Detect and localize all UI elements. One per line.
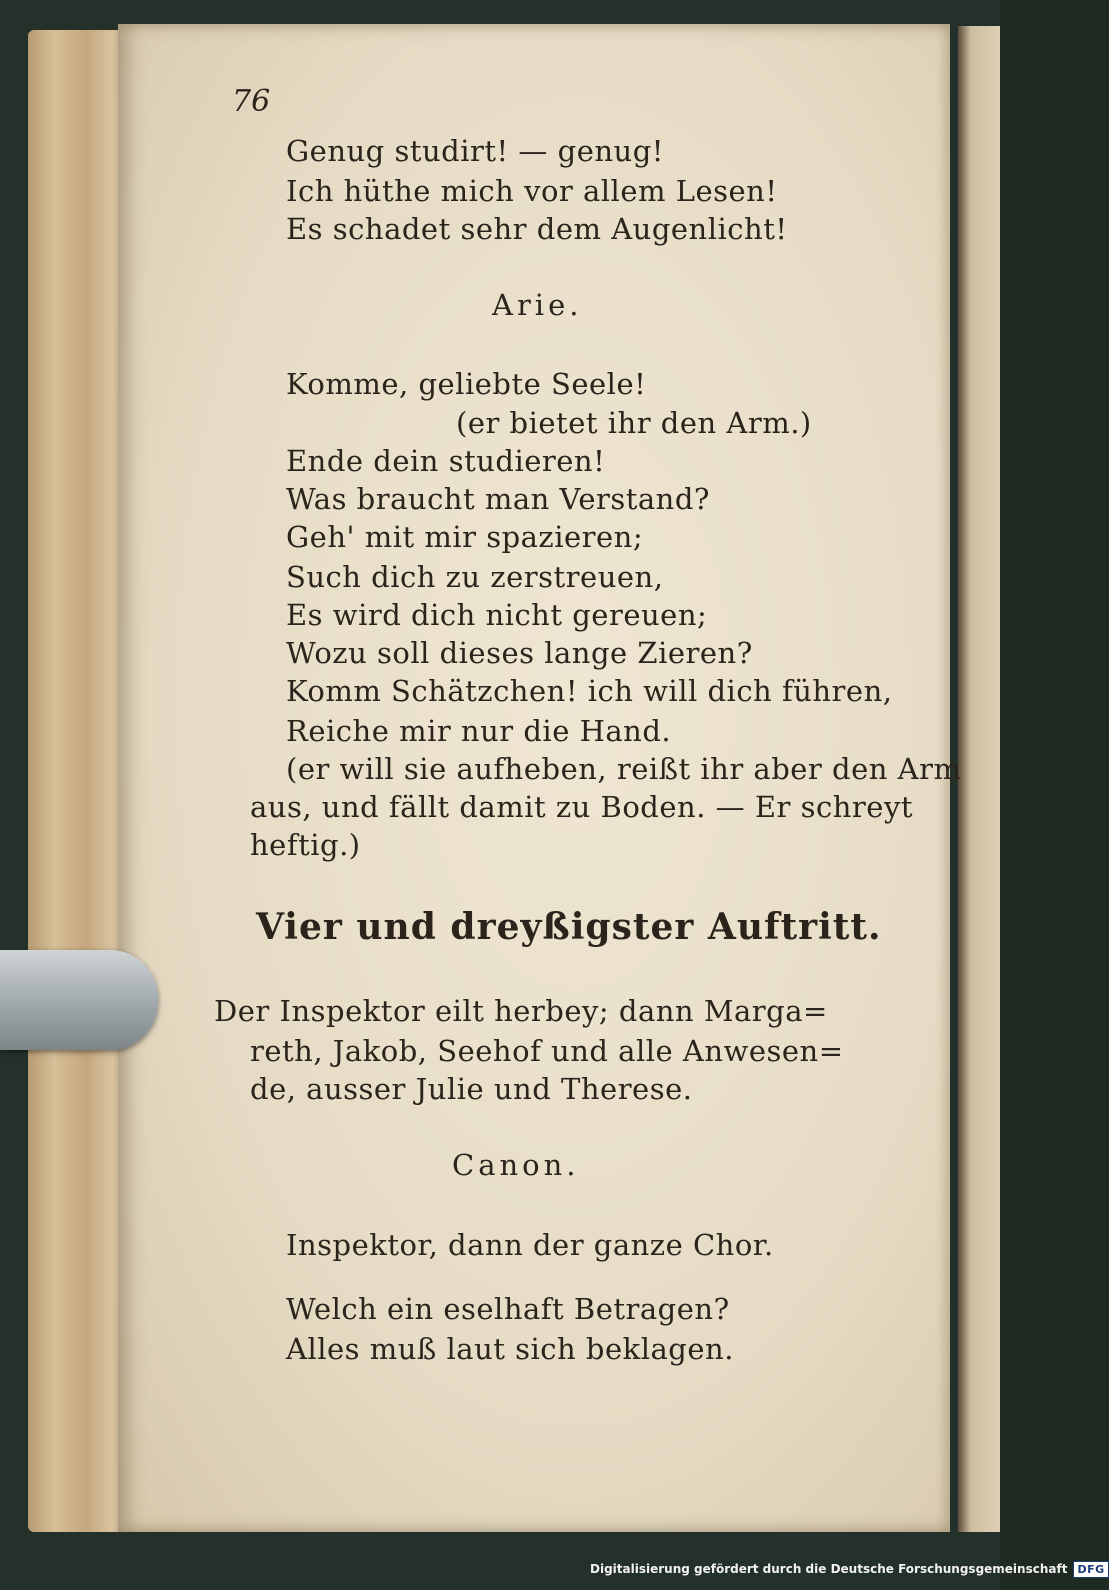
scene-description: reth, Jakob, Seehof und alle Anwesen= <box>250 1034 844 1068</box>
text-line: Es schadet sehr dem Augenlicht! <box>286 212 788 246</box>
text-line: Wozu soll dieses lange Zieren? <box>286 636 753 670</box>
text-line: Was braucht man Verstand? <box>286 482 710 516</box>
text-line: Genug studirt! — genug! <box>286 134 664 168</box>
stage-direction: (er will sie aufheben, reißt ihr aber den Arm <box>286 752 962 786</box>
text-line: Komm Schätzchen! ich will dich führen, <box>286 674 893 708</box>
text-line: Komme, geliebte Seele! <box>286 367 647 401</box>
section-heading-canon: Canon. <box>452 1148 580 1182</box>
text-line: Reiche mir nur die Hand. <box>286 714 672 748</box>
text-line: Welch ein eselhaft Betragen? <box>286 1292 730 1326</box>
scene-description: Der Inspektor eilt herbey; dann Marga= <box>214 994 828 1028</box>
dfg-logo: DFG <box>1073 1561 1108 1578</box>
stage-direction: (er bietet ihr den Arm.) <box>456 406 812 440</box>
facing-page-edge <box>958 26 1000 1532</box>
page-holder-clip <box>0 950 158 1050</box>
footer-text: Digitalisierung gefördert durch die Deutsche Forschungsgemeinschaft <box>590 1562 1068 1576</box>
text-line: Such dich zu zerstreuen, <box>286 560 664 594</box>
text-line: Ich hüthe mich vor allem Lesen! <box>286 174 778 208</box>
scene-heading: Vier und dreyßigster Auftritt. <box>256 906 882 948</box>
text-line: Alles muß laut sich beklagen. <box>286 1332 734 1366</box>
page-number: 76 <box>232 84 271 119</box>
text-line: Geh' mit mir spazieren; <box>286 520 644 554</box>
speaker-line: Inspektor, dann der ganze Chor. <box>286 1228 774 1262</box>
stage-direction: heftig.) <box>250 828 361 862</box>
text-line: Ende dein studieren! <box>286 444 606 478</box>
digitization-footer <box>590 1558 1109 1580</box>
section-heading-arie: Arie. <box>492 288 583 322</box>
text-line: Es wird dich nicht gereuen; <box>286 598 708 632</box>
stage-direction: aus, und fällt damit zu Boden. — Er schreyt <box>250 790 913 824</box>
scene-description: de, ausser Julie und Therese. <box>250 1072 693 1106</box>
